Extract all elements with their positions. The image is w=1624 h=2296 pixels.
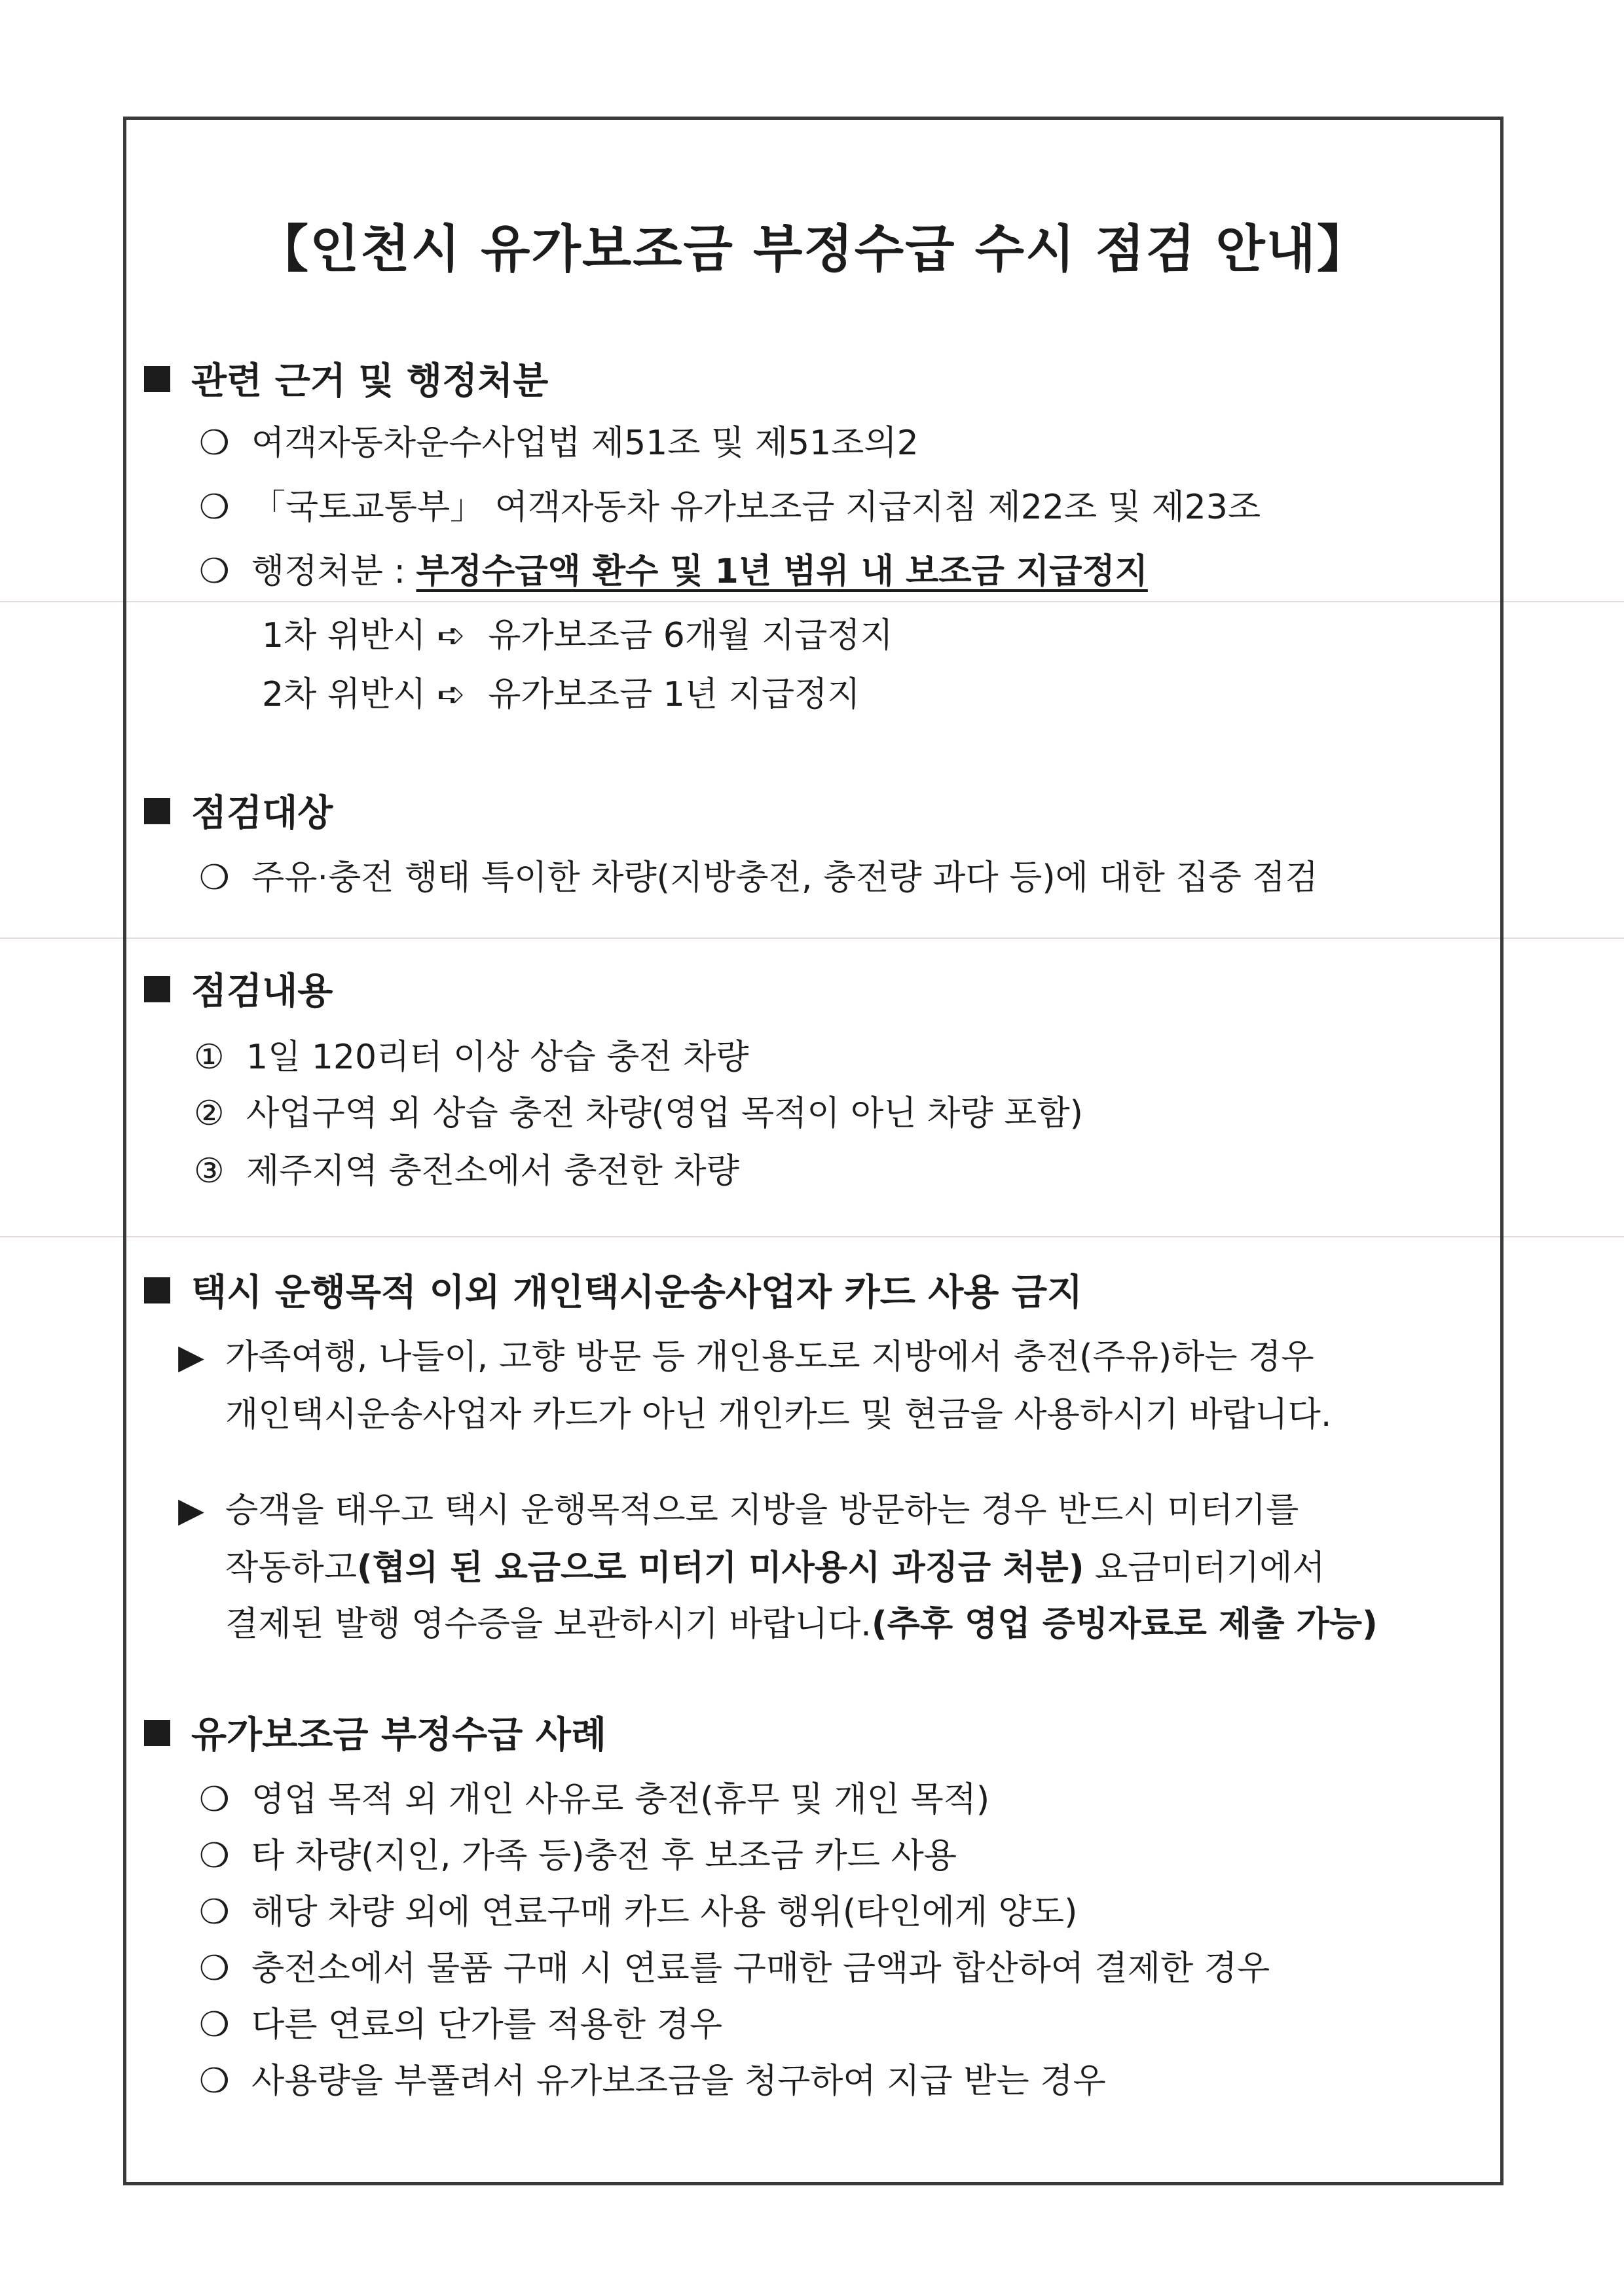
penalty-note: (협의 된 요금으로 미터기 미사용시 과징금 처분) [356, 1548, 1084, 1588]
list-item: ❍ 타 차량(지인, 가족 등)충전 후 보조금 카드 사용 [199, 1836, 957, 1876]
circle-bullet-icon: ❍ [199, 1836, 230, 1876]
section-heading-fraud-cases: 유가보조금 부정수급 사례 [144, 1706, 606, 1758]
list-item: ③ 제주지역 충전소에서 충전한 차량 [194, 1152, 739, 1191]
arrow-right-icon: ➪ [437, 616, 466, 655]
list-item: ❍ 여객자동차운수사업법 제51조 및 제51조의2 [199, 424, 919, 463]
square-bullet-icon [144, 366, 170, 392]
list-item: ❍ 영업 목적 외 개인 사유로 충전(휴무 및 개인 목적) [199, 1780, 990, 1819]
list-item: ① 1일 120리터 이상 상습 충전 차량 [194, 1038, 749, 1077]
administrative-action-value: 부정수급액 환수 및 1년 범위 내 보조금 지급정지 [416, 552, 1148, 591]
circle-bullet-icon: ❍ [199, 858, 230, 898]
triangle-bullet-icon: ▶ [178, 1491, 204, 1530]
paragraph-line: 결제된 발행 영수증을 보관하시기 바랍니다.(추후 영업 증빙자료로 제출 가능) [225, 1605, 1378, 1644]
circle-bullet-icon: ❍ [199, 1780, 230, 1819]
circle-bullet-icon: ❍ [199, 552, 230, 591]
section-heading-card-usage-ban: 택시 운행목적 이외 개인택시운송사업자 카드 사용 금지 [144, 1264, 1082, 1316]
evidence-note: (추후 영업 증빙자료로 제출 가능) [871, 1605, 1378, 1644]
circle-bullet-icon: ❍ [199, 2062, 230, 2101]
violation-row: 1차 위반시 ➪ 유가보조금 6개월 지급정지 [262, 616, 893, 655]
square-bullet-icon [144, 1277, 170, 1303]
section-heading-legal-basis: 관련 근거 및 행정처분 [144, 352, 548, 405]
square-bullet-icon [144, 1720, 170, 1746]
paragraph-line: 개인택시운송사업자 카드가 아닌 개인카드 및 현금을 사용하시기 바랍니다. [225, 1395, 1332, 1434]
arrow-right-icon: ➪ [437, 675, 466, 714]
paragraph-line: 작동하고(협의 된 요금으로 미터기 미사용시 과징금 처분) 요금미터기에서 [225, 1548, 1325, 1588]
section-heading-inspection-target: 점검대상 [144, 784, 333, 837]
list-item: ❍ 사용량을 부풀려서 유가보조금을 청구하여 지급 받는 경우 [199, 2062, 1106, 2101]
document-title: 【인천시 유가보조금 부정수급 수시 점검 안내】 [257, 220, 1370, 279]
paragraph-line: ▶ 가족여행, 나들이, 고향 방문 등 개인용도로 지방에서 충전(주유)하는 경우 [178, 1338, 1314, 1377]
circle-bullet-icon: ❍ [199, 1893, 230, 1932]
paragraph-line: ▶ 승객을 태우고 택시 운행목적으로 지방을 방문하는 경우 반드시 미터기를 [178, 1491, 1299, 1530]
list-item: ❍ 충전소에서 물품 구매 시 연료를 구매한 금액과 합산하여 결제한 경우 [199, 1949, 1270, 1988]
circle-bullet-icon: ❍ [199, 424, 230, 463]
list-item: ❍ 「국토교통부」 여객자동차 유가보조금 지급지침 제22조 및 제23조 [199, 488, 1261, 527]
section-heading-inspection-content: 점검내용 [144, 962, 333, 1015]
list-item: ❍ 주유·충전 행태 특이한 차량(지방충전, 충전량 과다 등)에 대한 집중 점검 [199, 858, 1318, 898]
circle-bullet-icon: ❍ [199, 2005, 230, 2045]
square-bullet-icon [144, 976, 170, 1002]
list-item-administrative-action: ❍ 행정처분 : 부정수급액 환수 및 1년 범위 내 보조금 지급정지 [199, 552, 1148, 591]
circle-bullet-icon: ❍ [199, 1949, 230, 1988]
list-item: ② 사업구역 외 상습 충전 차량(영업 목적이 아닌 차량 포함) [194, 1094, 1083, 1133]
list-item: ❍ 다른 연료의 단가를 적용한 경우 [199, 2005, 723, 2045]
violation-row: 2차 위반시 ➪ 유가보조금 1년 지급정지 [262, 675, 860, 714]
circle-bullet-icon: ❍ [199, 488, 230, 527]
square-bullet-icon [144, 798, 170, 824]
triangle-bullet-icon: ▶ [178, 1338, 204, 1377]
list-item: ❍ 해당 차량 외에 연료구매 카드 사용 행위(타인에게 양도) [199, 1893, 1078, 1932]
